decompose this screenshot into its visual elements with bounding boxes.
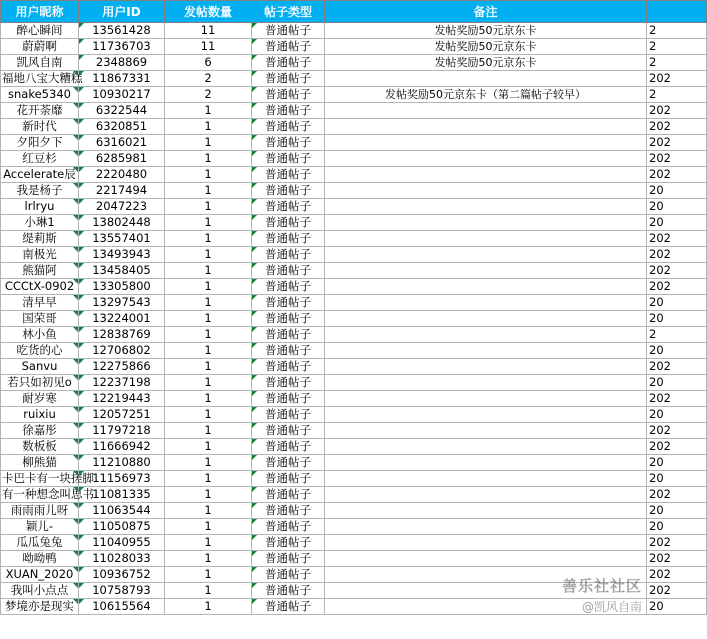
post-count-cell[interactable]: 1 (165, 503, 252, 519)
post-count-cell[interactable]: 1 (165, 311, 252, 327)
post-type-cell[interactable]: 普通帖子 (252, 39, 325, 55)
note-cell[interactable] (325, 391, 647, 407)
nickname-cell[interactable]: 夕阳夕下 (1, 135, 79, 151)
post-type-cell[interactable]: 普通帖子 (252, 583, 325, 599)
post-count-cell[interactable]: 1 (165, 327, 252, 343)
nickname-cell[interactable]: ruixiu (1, 407, 79, 423)
note-cell[interactable] (325, 375, 647, 391)
table-row (1, 455, 707, 471)
user-id-cell[interactable]: 12237198 (79, 375, 165, 391)
extra-cell[interactable]: 2 (647, 23, 707, 39)
user-id-cell[interactable]: 13458405 (79, 263, 165, 279)
post-count-cell[interactable]: 1 (165, 199, 252, 215)
nickname-cell[interactable]: 卡巴卡有一块搓脚 (2, 471, 94, 485)
post-type-cell[interactable]: 普通帖子 (252, 183, 325, 199)
note-cell[interactable] (325, 503, 647, 519)
user-id-cell[interactable]: 6285981 (79, 151, 165, 167)
note-cell[interactable]: 发帖奖励50元京东卡（第二篇帖子较早） (325, 87, 647, 103)
post-type-cell[interactable]: 普通帖子 (252, 151, 325, 167)
note-cell[interactable] (325, 343, 647, 359)
post-count-cell[interactable]: 1 (165, 455, 252, 471)
user-id-cell[interactable]: 2217494 (79, 183, 165, 199)
post-count-cell[interactable]: 1 (165, 519, 252, 535)
extra-cell[interactable]: 20 (647, 375, 707, 391)
user-id-cell[interactable]: 12057251 (79, 407, 165, 423)
table-row (1, 199, 707, 215)
user-id-cell[interactable]: 11156973 (79, 471, 165, 487)
extra-cell[interactable]: 202 (647, 231, 707, 247)
nickname-cell[interactable]: 耐岁寒 (1, 391, 79, 407)
post-type-cell[interactable]: 普通帖子 (252, 119, 325, 135)
table-row (1, 343, 707, 359)
nickname-cell[interactable]: 新时代 (1, 119, 79, 135)
note-cell[interactable] (325, 455, 647, 471)
watermark-subtitle: @凯风自南 (581, 600, 642, 614)
table-row (1, 231, 707, 247)
post-count-cell[interactable]: 1 (165, 263, 252, 279)
post-count-cell[interactable]: 1 (165, 231, 252, 247)
user-id-cell[interactable]: 11040955 (79, 535, 165, 551)
post-count-cell[interactable]: 1 (165, 439, 252, 455)
user-id-cell[interactable]: 12706802 (79, 343, 165, 359)
user-id-cell[interactable]: 11050875 (79, 519, 165, 535)
nickname-cell[interactable]: CCCtX-0902 (1, 279, 79, 295)
post-type-cell[interactable]: 普通帖子 (252, 103, 325, 119)
post-type-cell[interactable]: 普通帖子 (252, 23, 325, 39)
user-id-cell[interactable]: 13305800 (79, 279, 165, 295)
table-row (1, 215, 707, 231)
table-row (1, 71, 707, 87)
extra-cell[interactable]: 202 (647, 103, 707, 119)
nickname-cell[interactable]: 有一种想念叫思书 (2, 487, 94, 501)
extra-cell[interactable]: 202 (647, 439, 707, 455)
user-id-cell[interactable]: 2047223 (79, 199, 165, 215)
extra-cell[interactable]: 202 (647, 263, 707, 279)
nickname-cell[interactable]: 梦境亦是现实 (1, 599, 79, 615)
post-count-cell[interactable]: 1 (165, 375, 252, 391)
table-row (1, 359, 707, 375)
header-row (1, 1, 707, 23)
user-id-cell[interactable]: 2348869 (79, 55, 165, 71)
table-row (1, 55, 707, 71)
nickname-cell[interactable]: 小琳1 (1, 215, 79, 231)
header-post-count[interactable]: 发帖数量 (165, 1, 252, 23)
post-type-cell[interactable]: 普通帖子 (252, 519, 325, 535)
post-type-cell[interactable]: 普通帖子 (252, 215, 325, 231)
table-row (1, 247, 707, 263)
post-count-cell[interactable]: 2 (165, 87, 252, 103)
note-cell[interactable] (325, 199, 647, 215)
note-cell[interactable]: 发帖奖励50元京东卡 (325, 55, 647, 71)
user-id-cell[interactable]: 13557401 (79, 231, 165, 247)
note-cell[interactable] (325, 567, 647, 583)
post-count-cell[interactable]: 1 (165, 343, 252, 359)
post-type-cell[interactable]: 普通帖子 (252, 503, 325, 519)
post-count-cell[interactable]: 11 (165, 23, 252, 39)
nickname-cell[interactable]: 徐嘉彤 (1, 423, 79, 439)
post-type-cell[interactable]: 普通帖子 (252, 391, 325, 407)
header-nickname[interactable]: 用户昵称 (1, 1, 79, 23)
table-row (1, 119, 707, 135)
extra-cell[interactable]: 20 (647, 215, 707, 231)
extra-cell[interactable]: 202 (647, 247, 707, 263)
table-row (1, 423, 707, 439)
post-type-cell[interactable]: 普通帖子 (252, 199, 325, 215)
extra-cell[interactable]: 20 (647, 503, 707, 519)
extra-cell[interactable]: 20 (647, 295, 707, 311)
extra-cell[interactable]: 202 (647, 359, 707, 375)
note-cell[interactable] (325, 295, 647, 311)
header-post-type[interactable]: 帖子类型 (252, 1, 325, 23)
post-count-cell[interactable]: 1 (165, 167, 252, 183)
extra-cell[interactable]: 20 (647, 343, 707, 359)
note-cell[interactable] (325, 263, 647, 279)
table-row (1, 23, 707, 39)
extra-cell[interactable]: 20 (647, 199, 707, 215)
nickname-cell[interactable]: 蔚蔚啊 (1, 39, 79, 55)
nickname-cell[interactable]: 醉心瞬间 (1, 23, 79, 39)
table-row (1, 311, 707, 327)
post-type-cell[interactable]: 普通帖子 (252, 487, 325, 503)
watermark-title: 善乐社社区 (561, 577, 642, 595)
header-user-id[interactable]: 用户ID (79, 1, 165, 23)
user-id-cell[interactable]: 2220480 (79, 167, 165, 183)
user-id-cell[interactable]: 10615564 (79, 599, 165, 615)
table-row (1, 87, 707, 103)
extra-cell[interactable]: 202 (647, 167, 707, 183)
note-cell[interactable] (325, 231, 647, 247)
extra-cell[interactable]: 202 (647, 423, 707, 439)
extra-cell[interactable]: 202 (647, 279, 707, 295)
table-row (1, 471, 707, 487)
extra-cell[interactable]: 20 (647, 183, 707, 199)
nickname-cell[interactable]: 花开荼靡 (1, 103, 79, 119)
nickname-cell[interactable]: Accelerate辰 (1, 167, 79, 183)
extra-cell[interactable]: 202 (647, 583, 707, 599)
table-row (1, 327, 707, 343)
nickname-cell[interactable]: 数板板 (1, 439, 79, 455)
post-type-cell[interactable]: 普通帖子 (252, 71, 325, 87)
post-type-cell[interactable]: 普通帖子 (252, 375, 325, 391)
post-type-cell[interactable]: 普通帖子 (252, 327, 325, 343)
nickname-cell[interactable]: 缇莉斯 (1, 231, 79, 247)
nickname-cell[interactable]: 雨雨雨儿呀 (1, 503, 79, 519)
extra-cell[interactable]: 202 (647, 119, 707, 135)
user-id-cell[interactable]: 13224001 (79, 311, 165, 327)
header-extra[interactable] (647, 1, 707, 23)
nickname-cell[interactable]: 若只如初见o (1, 375, 79, 391)
note-cell[interactable] (325, 471, 647, 487)
extra-cell[interactable]: 202 (647, 487, 707, 503)
extra-cell[interactable]: 2 (647, 39, 707, 55)
table-row (1, 583, 707, 599)
post-count-cell[interactable]: 1 (165, 215, 252, 231)
note-cell[interactable] (325, 183, 647, 199)
user-id-cell[interactable]: 13297543 (79, 295, 165, 311)
table-body (1, 23, 707, 615)
note-cell[interactable] (325, 135, 647, 151)
post-type-cell[interactable]: 普通帖子 (252, 407, 325, 423)
user-id-cell[interactable]: 6316021 (79, 135, 165, 151)
table-row (1, 599, 707, 615)
post-type-cell[interactable]: 普通帖子 (252, 535, 325, 551)
user-id-cell[interactable]: 13561428 (79, 23, 165, 39)
user-id-cell[interactable]: 12219443 (79, 391, 165, 407)
post-type-cell[interactable]: 普通帖子 (252, 167, 325, 183)
table-row (1, 439, 707, 455)
nickname-cell[interactable]: 福地八宝大糟糕 (2, 71, 83, 85)
nickname-cell[interactable]: XUAN_2020 (1, 567, 79, 583)
note-cell[interactable] (325, 599, 647, 615)
user-id-cell[interactable]: 12275866 (79, 359, 165, 375)
note-cell[interactable]: 发帖奖励50元京东卡 (325, 23, 647, 39)
extra-cell[interactable]: 202 (647, 551, 707, 567)
post-count-cell[interactable]: 1 (165, 119, 252, 135)
nickname-cell[interactable]: 国荣哥 (1, 311, 79, 327)
nickname-cell[interactable]: lrlryu (1, 199, 79, 215)
nickname-cell[interactable]: 红豆杉 (1, 151, 79, 167)
extra-cell[interactable]: 202 (647, 391, 707, 407)
table-row (1, 151, 707, 167)
user-id-cell[interactable]: 11736703 (79, 39, 165, 55)
user-id-cell[interactable]: 6320851 (79, 119, 165, 135)
post-count-cell[interactable]: 1 (165, 599, 252, 615)
note-cell[interactable] (325, 359, 647, 375)
table-row (1, 535, 707, 551)
table-row (1, 167, 707, 183)
post-type-cell[interactable]: 普通帖子 (252, 279, 325, 295)
table-row (1, 279, 707, 295)
post-type-cell[interactable]: 普通帖子 (252, 439, 325, 455)
table-row (1, 503, 707, 519)
post-type-cell[interactable]: 普通帖子 (252, 55, 325, 71)
user-id-cell[interactable]: 6322544 (79, 103, 165, 119)
note-cell[interactable] (325, 439, 647, 455)
post-type-cell[interactable]: 普通帖子 (252, 343, 325, 359)
extra-cell[interactable]: 202 (647, 567, 707, 583)
extra-cell[interactable]: 2 (647, 55, 707, 71)
post-type-cell[interactable]: 普通帖子 (252, 247, 325, 263)
post-type-cell[interactable]: 普通帖子 (252, 135, 325, 151)
table-row (1, 375, 707, 391)
extra-cell[interactable]: 20 (647, 519, 707, 535)
post-count-cell[interactable]: 6 (165, 55, 252, 71)
note-cell[interactable] (325, 215, 647, 231)
user-id-cell[interactable]: 10758793 (79, 583, 165, 599)
note-cell[interactable] (325, 279, 647, 295)
user-id-cell[interactable]: 11797218 (79, 423, 165, 439)
nickname-cell[interactable]: 我叫小点点 (1, 583, 79, 599)
extra-cell[interactable]: 202 (647, 135, 707, 151)
extra-cell[interactable]: 2 (647, 327, 707, 343)
post-type-cell[interactable]: 普通帖子 (252, 87, 325, 103)
note-cell[interactable]: 发帖奖励50元京东卡 (325, 39, 647, 55)
note-cell[interactable] (325, 423, 647, 439)
post-count-cell[interactable]: 1 (165, 279, 252, 295)
post-type-cell[interactable]: 普通帖子 (252, 551, 325, 567)
nickname-cell[interactable]: 清早早 (1, 295, 79, 311)
post-count-cell[interactable]: 2 (165, 71, 252, 87)
extra-cell[interactable]: 20 (647, 599, 707, 615)
nickname-cell[interactable]: 呦呦鸭 (1, 551, 79, 567)
table-row (1, 551, 707, 567)
post-type-cell[interactable]: 普通帖子 (252, 231, 325, 247)
extra-cell[interactable]: 202 (647, 535, 707, 551)
user-id-cell[interactable]: 10930217 (79, 87, 165, 103)
post-count-cell[interactable]: 1 (165, 423, 252, 439)
nickname-cell[interactable]: 颖儿- (1, 519, 79, 535)
post-count-cell[interactable]: 1 (165, 535, 252, 551)
note-cell[interactable] (325, 119, 647, 135)
post-count-cell[interactable]: 1 (165, 135, 252, 151)
header-note[interactable]: 备注 (325, 1, 647, 23)
extra-cell[interactable]: 20 (647, 407, 707, 423)
table-row (1, 135, 707, 151)
post-count-cell[interactable]: 1 (165, 471, 252, 487)
user-id-cell[interactable]: 11666942 (79, 439, 165, 455)
note-cell[interactable] (325, 167, 647, 183)
extra-cell[interactable]: 202 (647, 71, 707, 87)
post-count-cell[interactable]: 1 (165, 183, 252, 199)
post-count-cell[interactable]: 1 (165, 391, 252, 407)
post-count-cell[interactable]: 1 (165, 551, 252, 567)
post-type-cell[interactable]: 普通帖子 (252, 359, 325, 375)
note-cell[interactable] (325, 327, 647, 343)
post-type-cell[interactable]: 普通帖子 (252, 567, 325, 583)
extra-cell[interactable]: 20 (647, 311, 707, 327)
note-cell[interactable] (325, 551, 647, 567)
note-cell[interactable] (325, 407, 647, 423)
user-id-cell[interactable]: 10936752 (79, 567, 165, 583)
nickname-cell[interactable]: 吃货的心 (1, 343, 79, 359)
table-row (1, 487, 707, 503)
table-row (1, 407, 707, 423)
post-type-cell[interactable]: 普通帖子 (252, 311, 325, 327)
note-cell[interactable] (325, 487, 647, 503)
nickname-cell[interactable]: 凯风自南 (1, 55, 79, 71)
post-count-cell[interactable]: 1 (165, 151, 252, 167)
nickname-cell[interactable]: 南极光 (1, 247, 79, 263)
post-type-cell[interactable]: 普通帖子 (252, 263, 325, 279)
post-count-cell[interactable]: 1 (165, 247, 252, 263)
table-row (1, 183, 707, 199)
note-cell[interactable] (325, 71, 647, 87)
nickname-cell[interactable]: 瓜瓜兔兔 (1, 535, 79, 551)
extra-cell[interactable]: 20 (647, 455, 707, 471)
note-cell[interactable] (325, 583, 647, 599)
post-type-cell[interactable]: 普通帖子 (252, 423, 325, 439)
note-cell[interactable] (325, 535, 647, 551)
table-row (1, 103, 707, 119)
note-cell[interactable] (325, 103, 647, 119)
nickname-cell[interactable]: Sanvu (1, 359, 79, 375)
user-id-cell[interactable]: 11210880 (79, 455, 165, 471)
post-type-cell[interactable]: 普通帖子 (252, 599, 325, 615)
nickname-cell[interactable]: snake5340 (1, 87, 79, 103)
user-id-cell[interactable]: 11867331 (79, 71, 165, 87)
nickname-cell[interactable]: 我是杨子 (1, 183, 79, 199)
user-id-cell[interactable]: 11081335 (79, 487, 165, 503)
post-count-cell[interactable]: 1 (165, 487, 252, 503)
note-cell[interactable] (325, 311, 647, 327)
nickname-cell[interactable]: 林小鱼 (1, 327, 79, 343)
post-type-cell[interactable]: 普通帖子 (252, 471, 325, 487)
nickname-cell[interactable]: 柳熊猫 (1, 455, 79, 471)
extra-cell[interactable]: 2 (647, 87, 707, 103)
table-row (1, 295, 707, 311)
table-row (1, 391, 707, 407)
post-count-cell[interactable]: 11 (165, 39, 252, 55)
user-id-cell[interactable]: 11028033 (79, 551, 165, 567)
post-count-cell[interactable]: 1 (165, 103, 252, 119)
post-count-cell[interactable]: 1 (165, 359, 252, 375)
user-id-cell[interactable]: 12838769 (79, 327, 165, 343)
extra-cell[interactable]: 202 (647, 151, 707, 167)
note-cell[interactable] (325, 247, 647, 263)
nickname-cell[interactable]: 熊猫阿 (1, 263, 79, 279)
post-type-cell[interactable]: 普通帖子 (252, 295, 325, 311)
extra-cell[interactable]: 20 (647, 471, 707, 487)
table-row (1, 519, 707, 535)
post-count-cell[interactable]: 1 (165, 295, 252, 311)
post-count-cell[interactable]: 1 (165, 583, 252, 599)
user-id-cell[interactable]: 13802448 (79, 215, 165, 231)
note-cell[interactable] (325, 151, 647, 167)
table-row (1, 39, 707, 55)
post-count-cell[interactable]: 1 (165, 407, 252, 423)
table-row (1, 263, 707, 279)
post-count-cell[interactable]: 1 (165, 567, 252, 583)
user-id-cell[interactable]: 13493943 (79, 247, 165, 263)
user-id-cell[interactable]: 11063544 (79, 503, 165, 519)
note-cell[interactable] (325, 519, 647, 535)
post-type-cell[interactable]: 普通帖子 (252, 455, 325, 471)
table-row (1, 567, 707, 583)
